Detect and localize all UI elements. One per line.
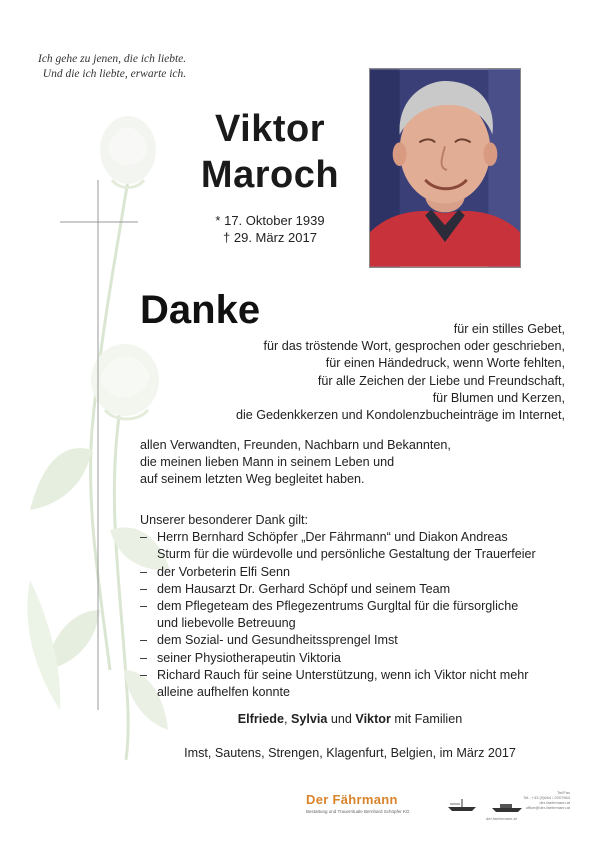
special-thanks-intro: Unserer besonderer Dank gilt: (140, 513, 308, 527)
thanks-line: für Blumen und Kerzen, (432, 390, 565, 405)
funeral-home-contact (510, 790, 570, 810)
birth-date: * 17. Oktober 1939 (215, 213, 325, 228)
list-item-line: – dem Hausarzt Dr. Gerhard Schöpf und seinem Team (157, 581, 451, 596)
list-item (140, 650, 570, 667)
relatives-line: die meinen lieben Mann in seinem Leben und (140, 455, 395, 470)
thanks-line: für alle Zeichen der Liebe und Freundschaft, (317, 373, 565, 388)
motto-quote (38, 52, 186, 82)
list-item-line: – dem Pflegeteam des Pflegezentrums Gurgltal für die fürsorgliche (157, 599, 519, 614)
contact-line: office@der-faehrmann.at (525, 805, 570, 810)
list-item-line: – Richard Rauch für seine Unterstützung, wenn ich Viktor nicht mehr (157, 667, 529, 682)
list-item-line: und liebevolle Betreuung (157, 616, 296, 631)
special-thanks-list (140, 529, 570, 701)
list-item-line: – seiner Physiotherapeutin Viktoria (157, 650, 341, 665)
signer-name: Elfriede (237, 712, 284, 726)
thanks-line: für ein stilles Gebet, (453, 322, 565, 336)
signature-suffix: mit Familien (390, 712, 463, 726)
thanks-line: für einen Händedruck, wenn Worte fehlten, (325, 356, 565, 371)
signature-separator: , (283, 712, 291, 726)
list-item (140, 529, 570, 563)
contact-line: der-faehrmann.at (539, 800, 570, 805)
list-item-line: – dem Sozial- und Gesundheitssprengel Imst (157, 633, 398, 648)
list-item (140, 564, 570, 581)
funeral-home-logo: Der Fährmann (306, 792, 398, 807)
list-item-line: Sturm für die würdevolle und persönliche Gestaltung der Trauerfeier (157, 547, 536, 562)
signature-line (140, 712, 560, 726)
place-date: Imst, Sautens, Strengen, Klagenfurt, Belgien, im März 2017 (184, 746, 516, 760)
ferry-boat-icon (446, 798, 480, 812)
contact-line: Tel/Fax (557, 790, 570, 795)
thanks-line: für das tröstende Wort, gesprochen oder geschrieben, (263, 339, 565, 354)
death-date: † 29. März 2017 (223, 230, 317, 245)
list-item (140, 581, 570, 598)
thanks-line: die Gedenkkerzen und Kondolenzbucheinträge im Internet, (235, 408, 565, 423)
relatives-paragraph (140, 437, 560, 489)
last-name: Maroch (200, 154, 340, 196)
relatives-line: allen Verwandten, Freunden, Nachbarn und Bekannten, (140, 438, 451, 452)
signature-separator: und (327, 712, 356, 726)
signer-name: Sylvia (290, 712, 328, 726)
signer-name: Viktor (355, 712, 391, 726)
list-item-line: – der Vorbeterin Elfi Senn (157, 564, 291, 579)
special-thanks (140, 512, 570, 701)
funeral-home-footer (300, 788, 570, 828)
list-item (140, 598, 570, 632)
first-name: Viktor (214, 108, 325, 150)
funeral-home-tagline: Bestattung und Trauerrituale Bernhard Schöpfer KG (306, 809, 410, 814)
contact-line: Tel.: +43 (0)664 / 2007664 (523, 795, 570, 800)
list-item-line: – Herrn Bernhard Schöpfer „Der Fährmann“ und Diakon Andreas (157, 530, 508, 545)
portrait-photo (369, 68, 521, 268)
list-item (140, 667, 570, 701)
thanks-list (125, 321, 565, 424)
life-dates (200, 212, 340, 246)
funeral-home-url: der-faehrmann.at (486, 816, 517, 821)
list-item (140, 632, 570, 649)
list-item-line: alleine aufhelfen konnte (157, 685, 291, 700)
motto-line: Ich gehe zu jenen, die ich liebte. (38, 53, 187, 65)
deceased-name (175, 106, 365, 198)
motto-line: Und die ich liebte, erwarte ich. (42, 68, 187, 80)
relatives-line: auf seinem letzten Weg begleitet haben. (140, 472, 365, 487)
thanks-heading: Danke (140, 288, 261, 332)
